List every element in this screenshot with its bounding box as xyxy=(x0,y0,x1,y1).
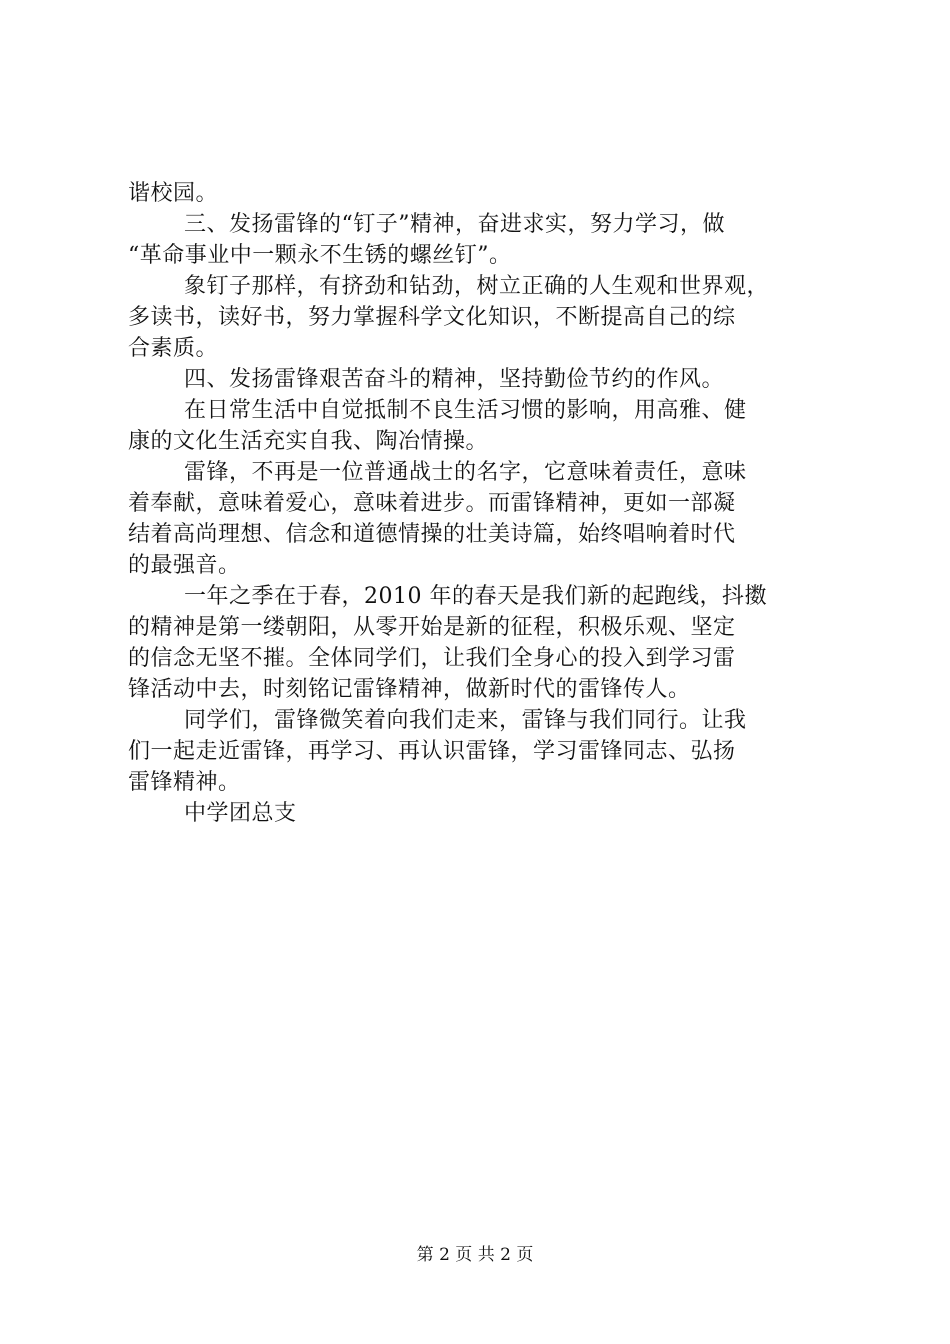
text-line: 们一起走近雷锋，再学习、再认识雷锋，学习雷锋同志、弘扬 xyxy=(128,739,736,764)
text-line: 三、发扬雷锋的“钉子”精神，奋进求实，努力学习，做 xyxy=(184,212,725,237)
text-line: 的最强音。 xyxy=(128,553,241,578)
document-body xyxy=(128,178,834,829)
text-line: 锋活动中去，时刻铭记雷锋精神，做新时代的雷锋传人。 xyxy=(128,677,691,702)
text-line: 象钉子那样，有挤劲和钻劲，树立正确的人生观和世界观， xyxy=(184,274,770,299)
text-line: 结着高尚理想、信念和道德情操的壮美诗篇，始终唱响着时代 xyxy=(128,522,736,547)
text-line: 同学们，雷锋微笑着向我们走来，雷锋与我们同行。让我 xyxy=(184,708,747,733)
text-line: 雷锋，不再是一位普通战士的名字，它意味着责任，意味 xyxy=(184,460,747,485)
text-line: 的信念无坚不摧。全体同学们，让我们全身心的投入到学习雷 xyxy=(128,646,736,671)
text-line: 一年之季在于春，2010 年的春天是我们新的起跑线，抖擞 xyxy=(184,584,767,609)
text-line: 雷锋精神。 xyxy=(128,770,241,795)
text-line: 四、发扬雷锋艰苦奋斗的精神，坚持勤俭节约的作风。 xyxy=(184,367,725,392)
text-line: 在日常生活中自觉抵制不良生活习惯的影响，用高雅、健 xyxy=(184,398,747,423)
text-line: 的精神是第一缕朝阳，从零开始是新的征程，积极乐观、坚定 xyxy=(128,615,736,640)
signature-line: 中学团总支 xyxy=(184,801,297,826)
text-line: 多读书，读好书，努力掌握科学文化知识，不断提高自己的综 xyxy=(128,305,736,330)
text-line: 康的文化生活充实自我、陶冶情操。 xyxy=(128,429,489,454)
page-number-footer: 第 2 页 共 2 页 xyxy=(416,1245,534,1265)
text-line: 着奉献，意味着爱心，意味着进步。而雷锋精神，更如一部凝 xyxy=(128,491,736,516)
text-line: 谐校园。 xyxy=(128,181,219,206)
text-line: “革命事业中一颗永不生锈的螺丝钉”。 xyxy=(128,243,512,268)
text-line: 合素质。 xyxy=(128,336,219,361)
